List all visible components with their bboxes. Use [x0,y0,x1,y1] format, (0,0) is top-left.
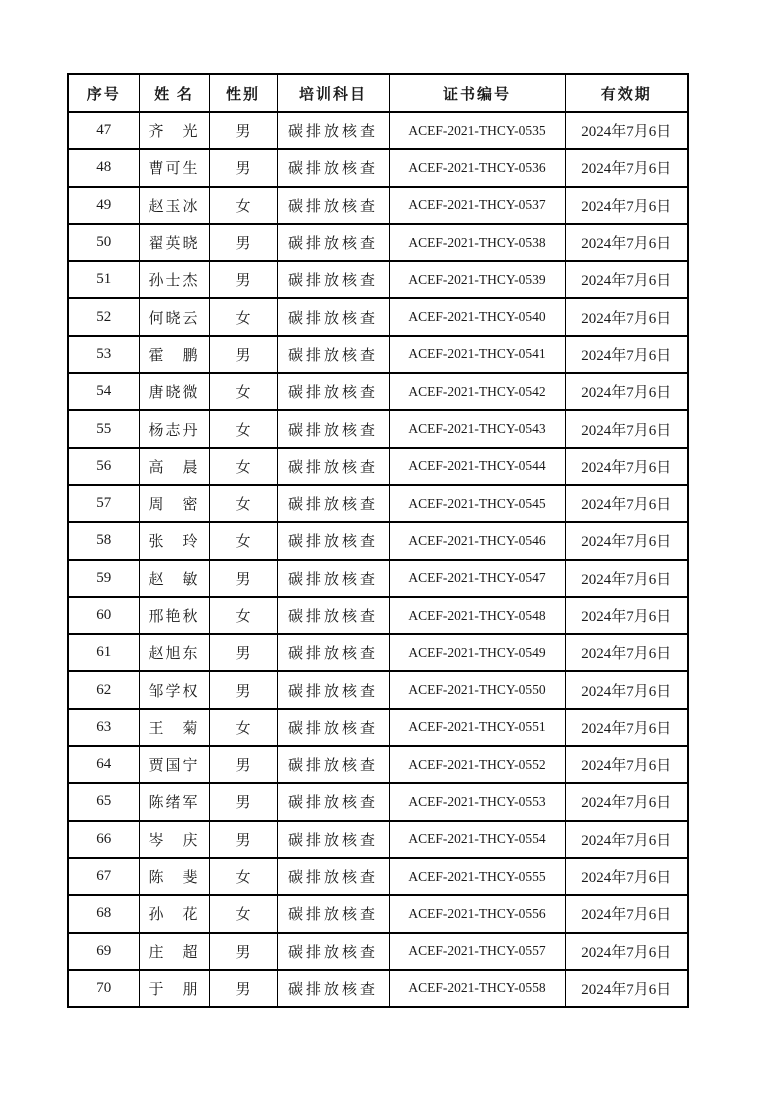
header-name: 姓 名 [139,74,209,112]
cell-subject: 碳排放核查 [277,522,389,559]
cell-cert: ACEF-2021-THCY-0547 [389,560,565,597]
cell-name: 赵旭东 [139,634,209,671]
cell-name: 庄 超 [139,933,209,970]
cell-gender: 男 [209,933,277,970]
cell-gender: 男 [209,224,277,261]
cell-gender: 女 [209,858,277,895]
cell-name: 周 密 [139,485,209,522]
table-row [68,783,688,820]
cell-name: 邹学权 [139,671,209,708]
header-subject: 培训科目 [277,74,389,112]
cell-cert: ACEF-2021-THCY-0544 [389,448,565,485]
cell-name: 何晓云 [139,298,209,335]
cell-gender: 男 [209,634,277,671]
cell-validity: 2024年7月6日 [565,709,688,746]
cell-no: 60 [68,597,139,634]
cell-subject: 碳排放核查 [277,895,389,932]
cell-validity: 2024年7月6日 [565,485,688,522]
cell-gender: 男 [209,112,277,149]
cell-subject: 碳排放核查 [277,336,389,373]
cell-name: 翟英晓 [139,224,209,261]
table-row [68,187,688,224]
cell-validity: 2024年7月6日 [565,336,688,373]
table-row [68,224,688,261]
cell-name: 张 玲 [139,522,209,559]
table-row [68,933,688,970]
cell-validity: 2024年7月6日 [565,746,688,783]
cell-subject: 碳排放核查 [277,858,389,895]
cell-validity: 2024年7月6日 [565,560,688,597]
cell-name: 曹可生 [139,149,209,186]
cell-cert: ACEF-2021-THCY-0550 [389,671,565,708]
table-body [68,112,688,1007]
cell-validity: 2024年7月6日 [565,298,688,335]
table-row [68,298,688,335]
cell-cert: ACEF-2021-THCY-0554 [389,821,565,858]
table-row [68,485,688,522]
table-row [68,373,688,410]
cell-validity: 2024年7月6日 [565,261,688,298]
cell-gender: 女 [209,895,277,932]
cell-no: 56 [68,448,139,485]
cell-no: 52 [68,298,139,335]
cell-validity: 2024年7月6日 [565,448,688,485]
cell-name: 孙 花 [139,895,209,932]
table-row [68,858,688,895]
cell-no: 55 [68,410,139,447]
cell-no: 68 [68,895,139,932]
cell-no: 65 [68,783,139,820]
table-row [68,149,688,186]
cell-subject: 碳排放核查 [277,933,389,970]
cell-gender: 男 [209,336,277,373]
cell-validity: 2024年7月6日 [565,970,688,1007]
table-row [68,746,688,783]
cell-validity: 2024年7月6日 [565,634,688,671]
cell-no: 69 [68,933,139,970]
cell-subject: 碳排放核查 [277,709,389,746]
cell-subject: 碳排放核查 [277,634,389,671]
cell-no: 63 [68,709,139,746]
cell-gender: 女 [209,298,277,335]
cell-cert: ACEF-2021-THCY-0545 [389,485,565,522]
cell-name: 邢艳秋 [139,597,209,634]
cell-cert: ACEF-2021-THCY-0549 [389,634,565,671]
cell-validity: 2024年7月6日 [565,858,688,895]
cell-no: 61 [68,634,139,671]
cell-subject: 碳排放核查 [277,373,389,410]
cell-gender: 男 [209,149,277,186]
table-row [68,261,688,298]
cell-subject: 碳排放核查 [277,149,389,186]
cell-cert: ACEF-2021-THCY-0540 [389,298,565,335]
table-row [68,821,688,858]
cell-validity: 2024年7月6日 [565,821,688,858]
cell-cert: ACEF-2021-THCY-0543 [389,410,565,447]
header-cert: 证书编号 [389,74,565,112]
table-row [68,634,688,671]
cell-no: 66 [68,821,139,858]
cell-name: 赵玉冰 [139,187,209,224]
cell-name: 于 朋 [139,970,209,1007]
cell-name: 陈 斐 [139,858,209,895]
cell-no: 48 [68,149,139,186]
cell-no: 59 [68,560,139,597]
cell-no: 47 [68,112,139,149]
cell-name: 岑 庆 [139,821,209,858]
table-row [68,410,688,447]
cell-no: 54 [68,373,139,410]
cell-subject: 碳排放核查 [277,746,389,783]
cell-gender: 女 [209,709,277,746]
cell-subject: 碳排放核查 [277,224,389,261]
cell-gender: 男 [209,560,277,597]
cell-cert: ACEF-2021-THCY-0556 [389,895,565,932]
table-row [68,112,688,149]
cell-cert: ACEF-2021-THCY-0539 [389,261,565,298]
cell-subject: 碳排放核查 [277,485,389,522]
table-row [68,671,688,708]
cell-name: 唐晓微 [139,373,209,410]
cell-validity: 2024年7月6日 [565,373,688,410]
cell-cert: ACEF-2021-THCY-0552 [389,746,565,783]
cell-subject: 碳排放核查 [277,783,389,820]
cell-subject: 碳排放核查 [277,112,389,149]
cell-cert: ACEF-2021-THCY-0555 [389,858,565,895]
cell-gender: 女 [209,187,277,224]
cell-name: 陈绪军 [139,783,209,820]
table-row [68,560,688,597]
cell-no: 53 [68,336,139,373]
cell-name: 赵 敏 [139,560,209,597]
cell-cert: ACEF-2021-THCY-0538 [389,224,565,261]
cell-name: 高 晨 [139,448,209,485]
cell-subject: 碳排放核查 [277,410,389,447]
table-row [68,597,688,634]
cell-gender: 男 [209,783,277,820]
cell-name: 霍 鹏 [139,336,209,373]
cell-cert: ACEF-2021-THCY-0557 [389,933,565,970]
cell-name: 王 菊 [139,709,209,746]
table-row [68,895,688,932]
cell-validity: 2024年7月6日 [565,933,688,970]
cell-no: 50 [68,224,139,261]
cell-cert: ACEF-2021-THCY-0535 [389,112,565,149]
cell-cert: ACEF-2021-THCY-0537 [389,187,565,224]
cell-no: 70 [68,970,139,1007]
header-no: 序号 [68,74,139,112]
cell-gender: 女 [209,485,277,522]
cell-cert: ACEF-2021-THCY-0553 [389,783,565,820]
cell-gender: 男 [209,821,277,858]
cell-gender: 女 [209,373,277,410]
cell-gender: 男 [209,261,277,298]
table-header [68,74,688,112]
cell-validity: 2024年7月6日 [565,671,688,708]
cell-subject: 碳排放核查 [277,448,389,485]
cell-subject: 碳排放核查 [277,261,389,298]
table-row [68,522,688,559]
cell-no: 64 [68,746,139,783]
cell-cert: ACEF-2021-THCY-0548 [389,597,565,634]
cell-gender: 女 [209,448,277,485]
header-gender: 性别 [209,74,277,112]
cell-name: 贾国宁 [139,746,209,783]
cell-cert: ACEF-2021-THCY-0536 [389,149,565,186]
cell-validity: 2024年7月6日 [565,895,688,932]
cell-no: 51 [68,261,139,298]
cell-gender: 男 [209,746,277,783]
cell-name: 齐 光 [139,112,209,149]
cell-subject: 碳排放核查 [277,821,389,858]
cell-gender: 男 [209,671,277,708]
header-validity: 有效期 [565,74,688,112]
cell-subject: 碳排放核查 [277,298,389,335]
cell-validity: 2024年7月6日 [565,597,688,634]
cell-subject: 碳排放核查 [277,597,389,634]
cell-gender: 男 [209,970,277,1007]
certificate-table [67,73,689,1008]
cell-validity: 2024年7月6日 [565,112,688,149]
cell-gender: 女 [209,410,277,447]
cell-validity: 2024年7月6日 [565,187,688,224]
cell-validity: 2024年7月6日 [565,149,688,186]
cell-gender: 女 [209,597,277,634]
table-row [68,336,688,373]
cell-no: 57 [68,485,139,522]
table-row [68,709,688,746]
cell-subject: 碳排放核查 [277,187,389,224]
table-row [68,448,688,485]
cell-name: 孙士杰 [139,261,209,298]
cell-validity: 2024年7月6日 [565,410,688,447]
cell-cert: ACEF-2021-THCY-0551 [389,709,565,746]
cell-name: 杨志丹 [139,410,209,447]
cell-cert: ACEF-2021-THCY-0546 [389,522,565,559]
cell-validity: 2024年7月6日 [565,522,688,559]
table-row [68,970,688,1007]
cell-subject: 碳排放核查 [277,671,389,708]
cell-cert: ACEF-2021-THCY-0541 [389,336,565,373]
cell-no: 58 [68,522,139,559]
cell-subject: 碳排放核查 [277,970,389,1007]
cell-subject: 碳排放核查 [277,560,389,597]
cell-validity: 2024年7月6日 [565,224,688,261]
cell-no: 49 [68,187,139,224]
header-row [68,74,688,112]
cell-cert: ACEF-2021-THCY-0558 [389,970,565,1007]
cell-gender: 女 [209,522,277,559]
cell-no: 67 [68,858,139,895]
cell-cert: ACEF-2021-THCY-0542 [389,373,565,410]
cell-validity: 2024年7月6日 [565,783,688,820]
cell-no: 62 [68,671,139,708]
